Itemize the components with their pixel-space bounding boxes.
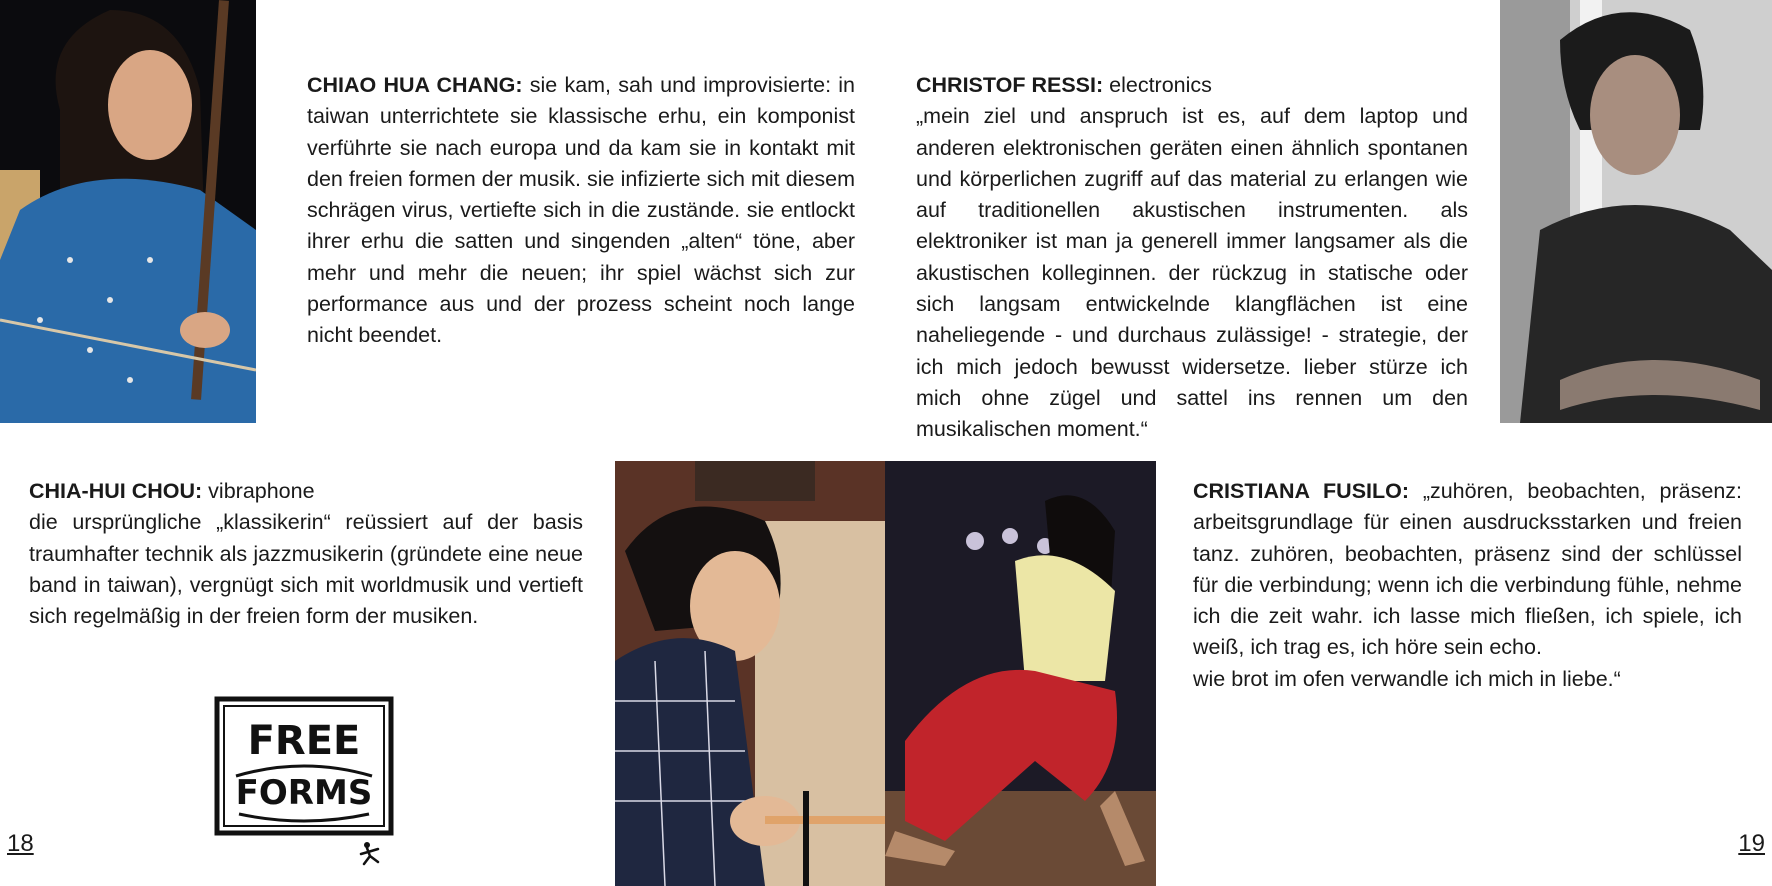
page-number-left: 18: [7, 830, 34, 857]
bio-text: die ursprüngliche „klassikerin“ reüssiert auf der basis traumhafter technik als jazzmusikerin (gründete eine neue band in taiwan), vergnügt sich mit worldmusik und vertieft sich regelmäßig in der freien form der musiken.: [29, 510, 583, 629]
bio-name: CHIA-HUI CHOU:: [29, 479, 203, 503]
free-forms-logo: [214, 696, 394, 836]
page-number-right: 19: [1738, 830, 1765, 857]
bio-name: CHIAO HUA CHANG:: [307, 73, 523, 97]
bio-instrument: vibraphone: [208, 479, 315, 503]
logo-line2: FORMS: [235, 773, 373, 813]
bio-text: sie kam, sah und improvisierte: in taiwan unterrichtete sie klassische erhu, ein komponist verführte sie nach europa und da kam sie in kontakt mit den freien formen der musik. sie infizierte sich mit diesem schrägen virus, vertiefte sich in die zustände. sie entlockt ihrer erhu die satten und singenden „alten“ töne, aber mehr und mehr die neuen; ihr spiel wächst sich zur performance aus und der prozess scheint noch lange nicht beendet.: [307, 73, 856, 348]
bio-instrument: electronics: [1109, 73, 1212, 97]
bio-christof-ressi: [916, 70, 1468, 446]
bio-text-closing: wie brot im ofen verwandle ich mich in liebe.“: [1193, 666, 1621, 691]
bio-text: „mein ziel und anspruch ist es, auf dem laptop und anderen elektronischen geräten einen ähnlich spontanen und körperlichen zugriff auf das material zu erlangen wie auf traditionellen akustischen instrumenten. als elektroniker ist man ja generell immer langsamer als die akustischen kolleginnen. der rückzug in statische oder sich langsam entwickelnde klangflächen ist eine naheliegende - und durchaus zulässige! - strategie, der ich mich jedoch bewusst widersetze. lieber stürze ich mich ohne zügel und sattel ins rennen um den musikalischen moment.“: [916, 104, 1468, 442]
bio-chiao-hua-chang: [307, 70, 855, 352]
bio-name: CHRISTOF RESSI:: [916, 73, 1104, 97]
bio-name: CRISTIANA FUSILO:: [1193, 479, 1410, 503]
photo-cristiana-fusilo: [885, 461, 1156, 886]
photo-christof-ressi: [1500, 0, 1772, 423]
dancer-figure-icon: [358, 840, 384, 870]
bio-cristiana-fusilo: [1193, 476, 1742, 695]
bio-text: „zuhören, beobachten, präsenz: arbeitsgrundlage für einen ausdrucksstarken und freien tanz. zuhören, beobachten, präsenz sind der schlüssel für die verbindung; wenn ich die verbindung fühle, nehme ich die zeit wahr. ich lasse mich fließen, ich spiele, ich weiß, ich trag es, ich höre sein echo.: [1193, 479, 1743, 660]
bio-chia-hui-chou: [29, 476, 583, 632]
photo-chiao-hua-chang: [0, 0, 256, 423]
photo-chia-hui-chou: [615, 461, 885, 886]
logo-line1: FREE: [247, 718, 361, 764]
